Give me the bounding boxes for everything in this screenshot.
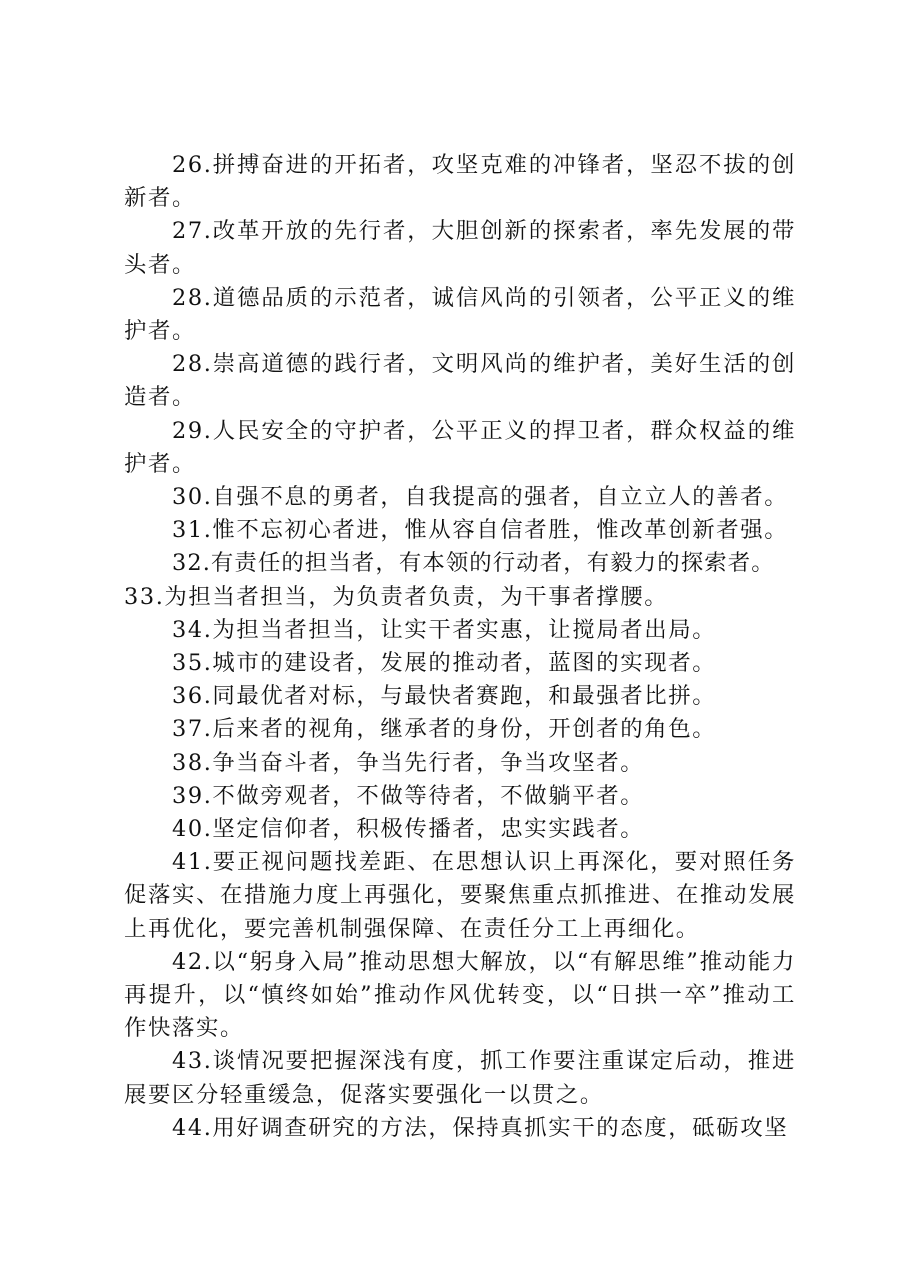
paragraph-36: 36.同最优者对标，与最快者赛跑，和最强者比拼。 <box>172 683 717 710</box>
paragraph-39: 39.不做旁观者，不做等待者，不做躺平者。 <box>172 782 645 809</box>
document-body <box>124 149 796 1145</box>
paragraph-32: 32.有责任的担当者，有本领的行动者，有毅力的探索者。 <box>172 550 775 577</box>
paragraph-43: 43.谈情况要把握深浅有度，抓工作要注重谋定后动，推进展要区分轻重缓急，促落实要强化一以贯之。 <box>124 1048 796 1108</box>
paragraph-26: 26.拼搏奋进的开拓者，攻坚克难的冲锋者，坚忍不拔的创新者。 <box>124 152 796 212</box>
paragraph-44: 44.用好调查研究的方法，保持真抓实干的态度，砥砺攻坚 <box>172 1114 789 1141</box>
paragraph-27: 27.改革开放的先行者，大胆创新的探索者，率先发展的带头者。 <box>124 218 796 278</box>
paragraph-42: 42.以“躬身入局”推动思想大解放，以“有解思维”推动能力再提升，以“慎终如始”推动作风优转变，以“日拱一卒”推动工作快落实。 <box>124 948 796 1042</box>
paragraph-35: 35.城市的建设者，发展的推动者，蓝图的实现者。 <box>172 650 717 677</box>
paragraph-38: 38.争当奋斗者，争当先行者，争当攻坚者。 <box>172 749 645 776</box>
paragraph-33: 33.为担当者担当，为负责者负责，为干事者撑腰。 <box>124 583 669 610</box>
paragraph-37: 37.后来者的视角，继承者的身份，开创者的角色。 <box>172 716 717 743</box>
paragraph-40: 40.坚定信仰者，积极传播者，忠实实践者。 <box>172 816 645 843</box>
paragraph-29: 29.人民安全的守护者，公平正义的捍卫者，群众权益的维护者。 <box>124 417 796 477</box>
paragraph-31: 31.惟不忘初心者进，惟从容自信者胜，惟改革创新者强。 <box>172 517 789 544</box>
paragraph-34: 34.为担当者担当，让实干者实惠，让搅局者出局。 <box>172 616 717 643</box>
paragraph-28b: 28.崇高道德的践行者，文明风尚的维护者，美好生活的创造者。 <box>124 351 796 411</box>
paragraph-28a: 28.道德品质的示范者，诚信风尚的引领者，公平正义的维护者。 <box>124 284 796 345</box>
paragraph-30: 30.自强不息的勇者，自我提高的强者，自立立人的善者。 <box>172 484 789 511</box>
paragraph-41: 41.要正视问题找差距、在思想认识上再深化，要对照任务促落实、在措施力度上再强化，要聚焦重点抓推进、在推动发展上再优化，要完善机制强保障、在责任分工上再细化。 <box>124 849 796 942</box>
